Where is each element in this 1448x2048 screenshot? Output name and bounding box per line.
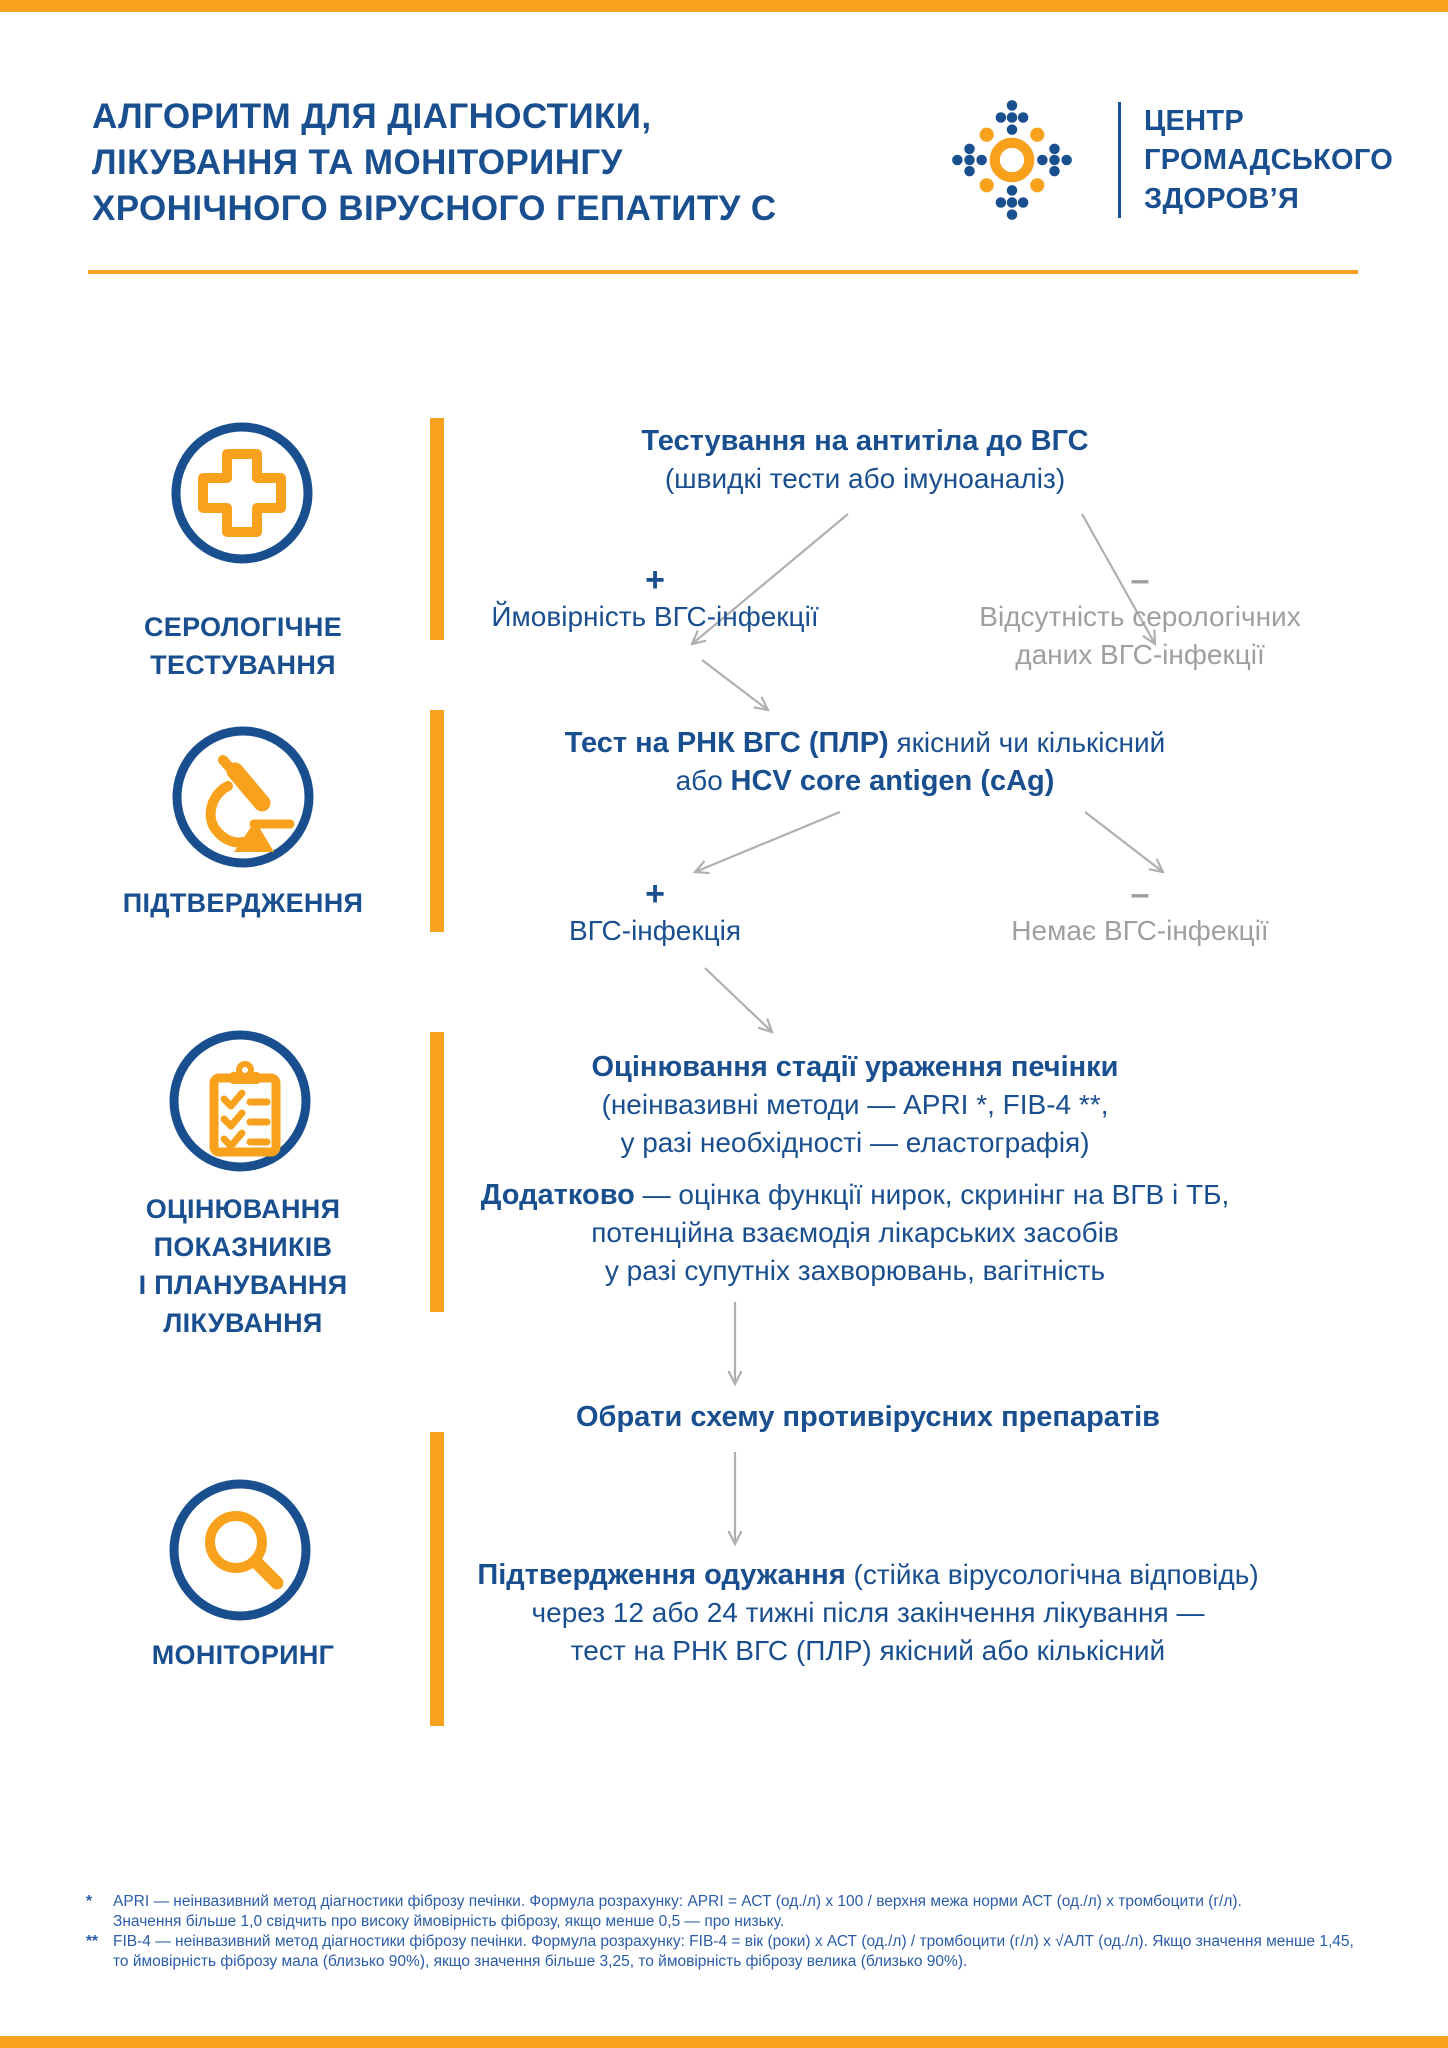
- plus-sign: +: [645, 561, 665, 599]
- page-title-line2: ЛІКУВАННЯ ТА МОНІТОРИНГУ: [92, 143, 623, 182]
- footnote-apri-text: [113, 1892, 1242, 1932]
- footnote-fib4: [86, 1932, 1376, 1972]
- footnote-apri-marker: *: [86, 1893, 93, 1910]
- section-label-serology: [144, 608, 342, 684]
- section-label-assessment-line4: ЛІКУВАННЯ: [163, 1308, 323, 1338]
- result-antibody-negative: [979, 562, 1300, 674]
- section-label-confirmation-line1: ПІДТВЕРДЖЕННЯ: [122, 888, 364, 918]
- node-staging-line3: у разі необхідності — еластографія): [620, 1127, 1090, 1158]
- node-cure-bold: Підтвердження одужання: [477, 1559, 846, 1591]
- step-accent-bar-4: [430, 1432, 444, 1726]
- node-staging-extra: [481, 1176, 1229, 1290]
- node-rna-test-bold: Тест на РНК ВГС (ПЛР): [564, 727, 889, 759]
- section-label-serology-line1: СЕРОЛОГІЧНЕ: [143, 612, 343, 642]
- section-label-confirmation: [123, 884, 363, 922]
- node-rna-test-line2: [565, 762, 1166, 800]
- result-rna-positive: [569, 876, 741, 950]
- node-antibody-test-subtitle: (швидкі тести або імуноаналіз): [664, 463, 1066, 494]
- node-rna-test-tail: якісний чи кількісний: [888, 727, 1166, 758]
- node-staging-line2: (неінвазивні методи — APRI *, FIB-4 **,: [601, 1089, 1109, 1120]
- section-label-serology-line2: ТЕСТУВАННЯ: [150, 650, 336, 680]
- result-rna-positive-text: ВГС-інфекція: [568, 915, 742, 946]
- minus-sign: –: [1130, 875, 1150, 913]
- magnifier-icon: [167, 1477, 313, 1623]
- footnotes: [86, 1892, 1376, 1972]
- node-staging-title: Оцінювання стадії ураження печінки: [591, 1051, 1119, 1083]
- node-rna-test-or: або: [675, 765, 731, 796]
- node-cure-line1: [477, 1556, 1258, 1594]
- node-rna-test-line1: [565, 724, 1166, 762]
- node-staging-extra-tail: — оцінка функції нирок, скринінг на ВГВ і ТБ,: [634, 1179, 1230, 1210]
- node-cure-confirmation: [477, 1556, 1258, 1670]
- result-rna-negative: [1011, 876, 1268, 950]
- result-rna-negative-text: Немає ВГС-інфекції: [1011, 915, 1269, 946]
- medical-cross-icon: [169, 420, 315, 566]
- section-label-assessment-line3: І ПЛАНУВАННЯ: [138, 1270, 348, 1300]
- node-staging: [481, 1048, 1229, 1290]
- footnote-apri-line1: APRI — неінвазивний метод діагностики фіброзу печінки. Формула розрахунку: APRI = АСТ (од./л) х 100 / верхня межа норми АСТ (од./л) х тромбоцити (г/л).: [113, 1893, 1242, 1910]
- footnote-fib4-text: [113, 1932, 1354, 1972]
- node-staging-extra-line1: [481, 1176, 1229, 1214]
- footnote-apri-line2: Значення більше 1,0 свідчить про високу ймовірність фіброзу, якщо менше 0,5 — про низьку.: [113, 1913, 785, 1930]
- node-staging-extra-bold: Додатково: [480, 1179, 635, 1211]
- node-rna-test: [565, 724, 1166, 800]
- footnote-fib4-marker: **: [86, 1933, 99, 1950]
- result-antibody-negative-line2: даних ВГС-інфекції: [1015, 639, 1265, 670]
- org-name-line3: ЗДОРОВ’Я: [1144, 183, 1300, 215]
- org-name-line2: ГРОМАДСЬКОГО: [1144, 144, 1394, 176]
- node-antibody-test: [641, 422, 1088, 498]
- node-staging-extra-line2: потенційна взаємодія лікарських засобів: [591, 1217, 1119, 1248]
- step-accent-bar-2: [430, 710, 444, 932]
- section-label-assessment-line1: ОЦІНЮВАННЯ: [145, 1194, 341, 1224]
- footnote-fib4-line1: FIB-4 — неінвазивний метод діагностики фіброзу печінки. Формула розрахунку: FIB-4 = вік (роки) х АСТ (од./л) / тромбоцити (г/л) х √АЛТ (од./л). Якщо значення менше 1,45,: [113, 1933, 1354, 1950]
- section-label-assessment: [139, 1190, 348, 1342]
- microscope-icon: [170, 724, 316, 870]
- minus-sign: –: [1130, 561, 1150, 599]
- node-cure-line2: через 12 або 24 тижні після закінчення лікування —: [531, 1597, 1205, 1628]
- node-choose-regimen-text: Обрати схему противірусних препаратів: [575, 1401, 1161, 1433]
- plus-sign: +: [645, 875, 665, 913]
- section-label-monitoring-line1: МОНІТОРИНГ: [151, 1640, 335, 1670]
- org-name-line1: ЦЕНТР: [1144, 105, 1245, 137]
- node-staging-extra-line3: у разі супутніх захворювань, вагітність: [604, 1255, 1106, 1286]
- step-accent-bar-1: [430, 418, 444, 640]
- page-title-line1: АЛГОРИТМ ДЛЯ ДІАГНОСТИКИ,: [92, 97, 652, 136]
- node-cure-tail: (стійка вірусологічна відповідь): [845, 1559, 1259, 1590]
- result-antibody-positive-text: Ймовірність ВГС-інфекції: [491, 601, 819, 632]
- footnote-apri: [86, 1892, 1376, 1932]
- result-antibody-negative-line1: Відсутність серологічних: [979, 601, 1301, 632]
- clipboard-checklist-icon: [167, 1028, 313, 1174]
- section-label-monitoring: [152, 1636, 335, 1674]
- node-choose-regimen: [576, 1398, 1160, 1436]
- page-title-line3: ХРОНІЧНОГО ВІРУСНОГО ГЕПАТИТУ С: [92, 189, 777, 228]
- section-label-assessment-line2: ПОКАЗНИКІВ: [153, 1232, 333, 1262]
- node-antibody-test-title: Тестування на антитіла до ВГС: [641, 425, 1089, 457]
- step-accent-bar-3: [430, 1032, 444, 1312]
- node-cure-line3: тест на РНК ВГС (ПЛР) якісний або кількісний: [570, 1635, 1166, 1666]
- result-antibody-positive: [491, 562, 818, 636]
- node-rna-test-alt-bold: HCV core antigen (cAg): [730, 765, 1055, 797]
- footnote-fib4-line2: то ймовірність фіброзу мала (близько 90%), якщо значення більше 3,25, то ймовірність фіброзу велика (близько 90%).: [113, 1953, 968, 1970]
